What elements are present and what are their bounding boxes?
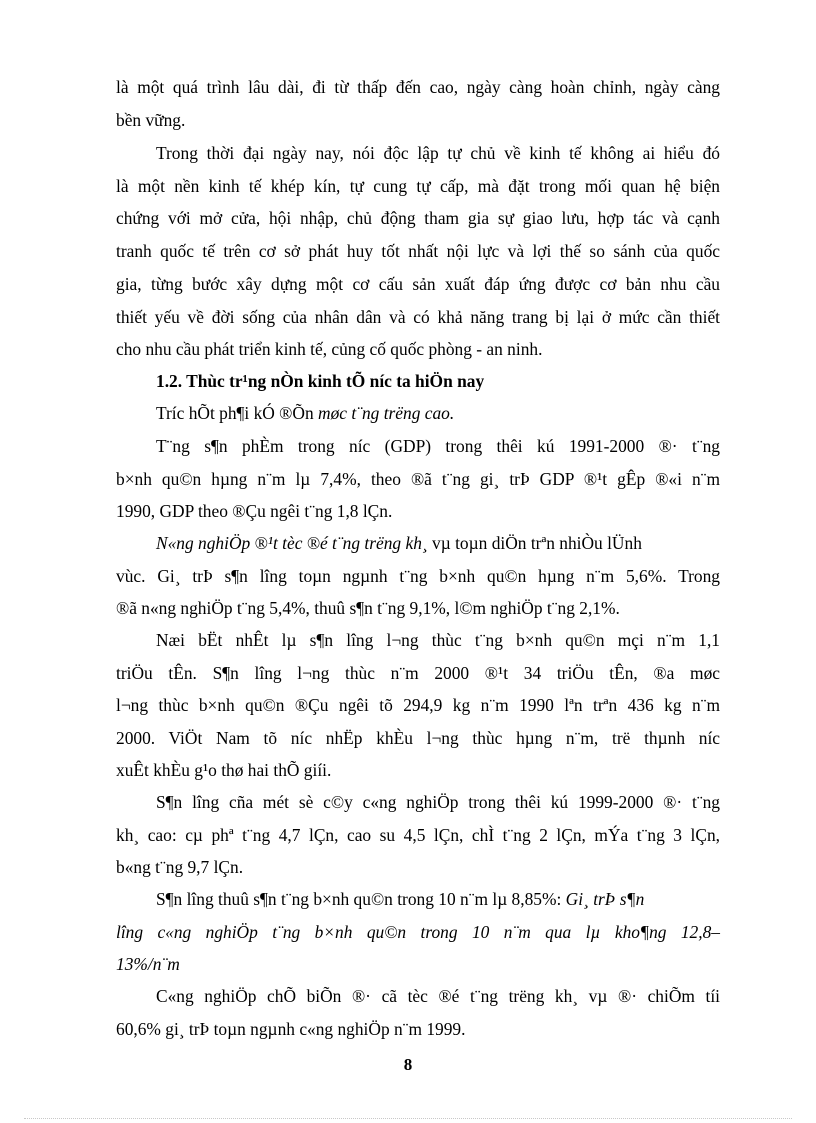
italic-run: møc t¨ng trëng cao. [318,403,455,423]
text-line: Næi bËt nhÊt lµ s¶n lîng l¬ng thùc t¨ng b×nh qu©n mçi n¨m 1,1 [156,630,720,650]
text-line: chứng với mở cửa, hội nhập, chủ động tham gia sự giao lưu, hợp tác và cạnh [116,208,720,228]
text-line: 1990, GDP theo ®Çu ngêi t¨ng 1,8 lÇn. [116,501,393,521]
text-line: vùc. Gi¸ trÞ s¶n lîng toµn ngµnh t¨ng b×nh qu©n hµng n¨m 5,6%. Trong [116,566,720,586]
text-line [156,532,642,554]
text-run: S¶n lîng thuû s¶n t¨ng b×nh qu©n trong 10 n¨m lµ 8,85%: [156,889,566,909]
italic-run: Gi¸ trÞ s¶n [565,889,645,909]
text-line: triÖu tÊn. S¶n lîng l¬ng thùc n¨m 2000 ®¹t 34 triÖu tÊn, ®a møc [116,663,720,683]
text-line: là một quá trình lâu dài, đi từ thấp đến cao, ngày càng hoàn chỉnh, ngày càng [116,77,720,97]
text-line [156,888,644,910]
text-line: Trong thời đại ngày nay, nói độc lập tự chủ về kinh tế không ai hiểu đó [156,143,720,163]
text-line: cho nhu cầu phát triển kinh tế, củng cố quốc phòng - an ninh. [116,339,543,359]
text-line: là một nền kinh tế khép kín, tự cung tự cấp, mà đặt trong mối quan hệ biện [116,176,720,196]
section-heading: 1.2. Thùc tr¹ng nÒn kinh tÕ níc ta hiÖn nay [156,371,485,391]
text-line: T¨ng s¶n phÈm trong níc (GDP) trong thêi kú 1991-2000 ®· t¨ng [156,436,720,456]
text-line: 2000. ViÖt Nam tõ níc nhËp khÈu l¬ng thùc hµng n¨m, trë thµnh níc [116,728,720,748]
page-bottom-divider [24,1118,792,1119]
text-line: l¬ng thùc b×nh qu©n ®Çu ngêi tõ 294,9 kg n¨m 1990 lªn trªn 436 kg n¨m [116,695,720,715]
text-line: lîng c«ng nghiÖp t¨ng b×nh qu©n trong 10 n¨m qua lµ kho¶ng 12,8– [116,922,720,942]
text-line: S¶n lîng cña mét sè c©y c«ng nghiÖp trong thêi kú 1999-2000 ®· t¨ng [156,792,720,812]
text-run: Tríc hÕt ph¶i kÓ ®Õn [156,403,319,423]
text-line [156,402,454,424]
text-line: kh¸ cao: cµ phª t¨ng 4,7 lÇn, cao su 4,5 lÇn, chÌ t¨ng 2 lÇn, mÝa t¨ng 3 lÇn, [116,825,720,845]
text-line: C«ng nghiÖp chÕ biÕn ®· cã tèc ®é t¨ng trëng kh¸ vµ ®· chiÕm tíi [156,986,720,1006]
text-line: b«ng t¨ng 9,7 lÇn. [116,857,244,877]
page-number: 8 [403,1055,413,1074]
text-line: ®ã n«ng nghiÖp t¨ng 5,4%, thuû s¶n t¨ng 9,1%, l©m nghiÖp t¨ng 2,1%. [116,598,620,618]
italic-run: N«ng nghiÖp ®¹t tèc ®é t¨ng trëng kh¸ [156,533,428,553]
text-line: 60,6% gi¸ trÞ toµn ngµnh c«ng nghiÖp n¨m 1999. [116,1019,466,1039]
text-run: vµ toµn diÖn trªn nhiÒu lÜnh [427,533,642,553]
text-line: gia, từng bước xây dựng một cơ cấu sản xuất đáp ứng được cơ bản nhu cầu [116,274,720,294]
text-line: 13%/n¨m [116,954,180,974]
text-line: bền vững. [116,110,186,130]
text-line: tranh quốc tế trên cơ sở phát huy tốt nhất nội lực và lợi thế so sánh của quốc [116,241,720,261]
text-line: thiết yếu về đời sống của nhân dân và có khả năng trang bị lại ở mức cần thiết [116,307,720,327]
text-line: xuÊt khÈu g¹o thø hai thÕ giíi. [116,760,332,780]
text-line: b×nh qu©n hµng n¨m lµ 7,4%, theo ®ã t¨ng gi¸ trÞ GDP ®¹t gÊp ®«i n¨m [116,469,720,489]
